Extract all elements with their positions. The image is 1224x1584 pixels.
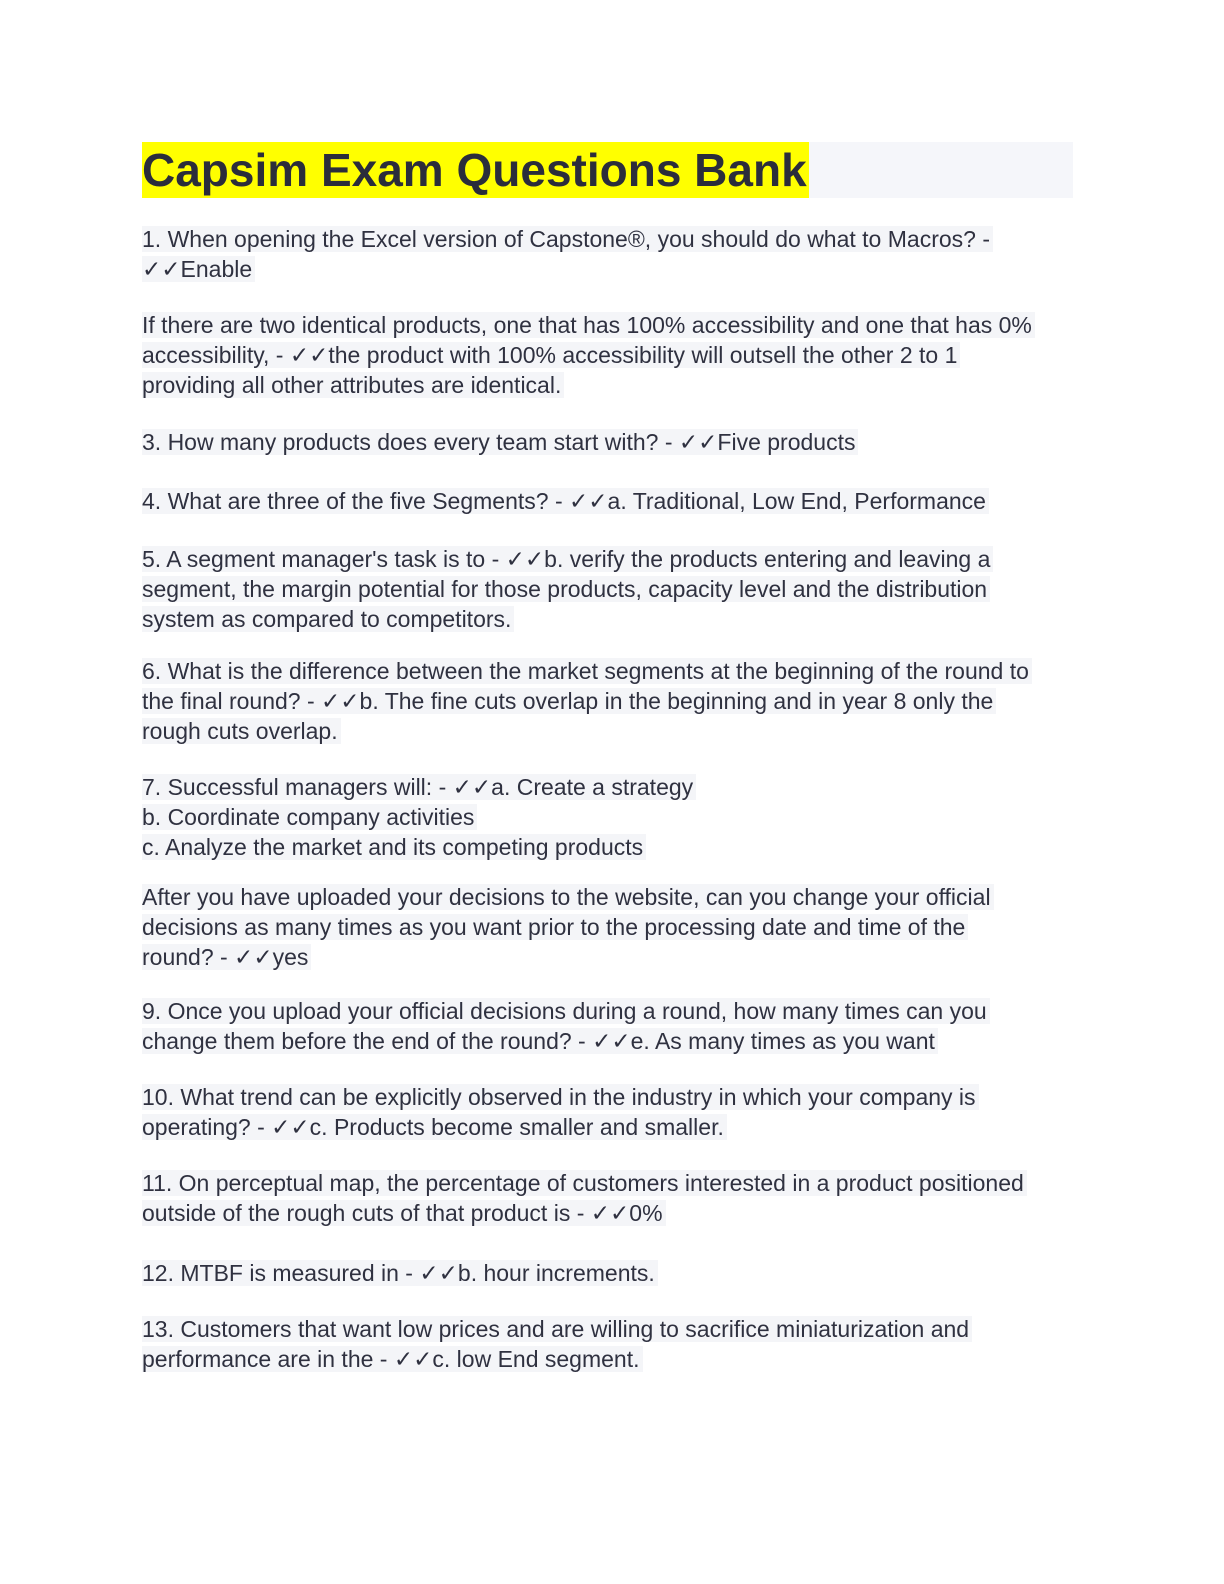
entry-line: providing all other attributes are identical.	[142, 372, 564, 398]
entry-line: ✓✓Enable	[142, 256, 255, 282]
qa-entry-4	[142, 486, 1077, 516]
qa-entry-7	[142, 772, 1077, 862]
entry-line: outside of the rough cuts of that product is - ✓✓0%	[142, 1200, 666, 1226]
entry-line: If there are two identical products, one that has 100% accessibility and one that has 0%	[142, 312, 1035, 338]
entry-line: segment, the margin potential for those products, capacity level and the distribution	[142, 576, 990, 602]
qa-entry-6	[142, 656, 1077, 746]
qa-entry-12	[142, 1258, 1077, 1288]
entry-line: 11. On perceptual map, the percentage of customers interested in a product positioned	[142, 1170, 1027, 1196]
entry-line: rough cuts overlap.	[142, 718, 341, 744]
entry-line: 3. How many products does every team start with? - ✓✓Five products	[142, 429, 858, 455]
entry-line: round? - ✓✓yes	[142, 944, 311, 970]
entry-line: c. Analyze the market and its competing products	[142, 834, 646, 860]
entry-line: 6. What is the difference between the market segments at the beginning of the round to	[142, 658, 1032, 684]
entry-line: performance are in the - ✓✓c. low End segment.	[142, 1346, 643, 1372]
entry-line: 13. Customers that want low prices and are willing to sacrifice miniaturization and	[142, 1316, 972, 1342]
qa-entry-10	[142, 1082, 1077, 1142]
entry-line: operating? - ✓✓c. Products become smaller and smaller.	[142, 1114, 727, 1140]
qa-entry-5	[142, 544, 1077, 634]
entry-line: 12. MTBF is measured in - ✓✓b. hour increments.	[142, 1260, 658, 1286]
qa-entry-8	[142, 882, 1077, 972]
entry-line: 1. When opening the Excel version of Capstone®, you should do what to Macros? -	[142, 226, 993, 252]
entry-line: system as compared to competitors.	[142, 606, 514, 632]
entry-line: 4. What are three of the five Segments? - ✓✓a. Traditional, Low End, Performance	[142, 488, 989, 514]
qa-entry-13	[142, 1314, 1077, 1374]
qa-entry-11	[142, 1168, 1077, 1228]
qa-entry-1	[142, 224, 1077, 284]
entry-line: 7. Successful managers will: - ✓✓a. Create a strategy	[142, 774, 696, 800]
qa-entry-3	[142, 427, 1077, 457]
entry-line: 10. What trend can be explicitly observed in the industry in which your company is	[142, 1084, 979, 1110]
entry-line: change them before the end of the round? - ✓✓e. As many times as you want	[142, 1028, 938, 1054]
document-title: Capsim Exam Questions Bank	[142, 144, 807, 196]
entry-line: b. Coordinate company activities	[142, 804, 477, 830]
entry-line: 9. Once you upload your official decisions during a round, how many times can you	[142, 998, 990, 1024]
entry-line: After you have uploaded your decisions to the website, can you change your official	[142, 884, 994, 910]
entry-line: accessibility, - ✓✓the product with 100% accessibility will outsell the other 2 to 1	[142, 342, 960, 368]
entry-line: 5. A segment manager's task is to - ✓✓b. verify the products entering and leaving a	[142, 546, 993, 572]
qa-entry-2	[142, 310, 1077, 400]
entry-line: decisions as many times as you want prior to the processing date and time of the	[142, 914, 968, 940]
entry-line: the final round? - ✓✓b. The fine cuts overlap in the beginning and in year 8 only the	[142, 688, 996, 714]
qa-entry-9	[142, 996, 1077, 1056]
